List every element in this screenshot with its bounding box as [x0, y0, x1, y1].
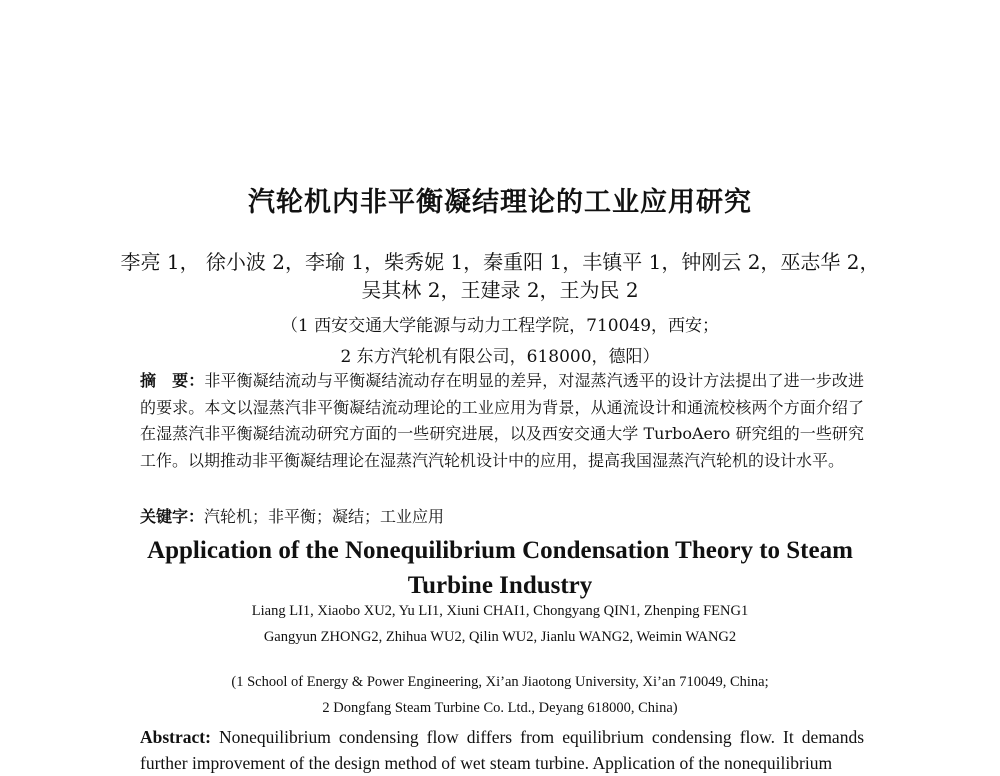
- chinese-keywords-label: 关键字：: [140, 507, 205, 526]
- chinese-affiliation-line-1: （1 西安交通大学能源与动力工程学院，710049，西安；: [280, 316, 720, 336]
- chinese-abstract-label: 摘 要：: [140, 371, 205, 390]
- english-abstract-text: Nonequilibrium condensing flow differs from equilibrium condensing flow. It demands further improvement of the design method of wet steam turbine. Application of the nonequilibrium: [140, 727, 865, 773]
- chinese-abstract: [140, 368, 864, 474]
- chinese-authors-line-1: 李亮 1， 徐小波 2，李瑜 1，柴秀妮 1，秦重阳 1，丰镇平 1，钟刚云 2，巫志华 2，: [120, 250, 880, 274]
- english-title: Application of the Nonequilibrium Condensation Theory to Steam Turbine Industry: [147, 537, 853, 599]
- english-affiliation-line-2: 2 Dongfang Steam Turbine Co. Ltd., Deyang 618000, China): [322, 700, 678, 716]
- english-abstract: [140, 724, 864, 776]
- english-authors-line-2: Gangyun ZHONG2, Zhihua WU2, Qilin WU2, Jianlu WANG2, Weimin WANG2: [263, 629, 737, 645]
- chinese-abstract-text: 非平衡凝结流动与平衡凝结流动存在明显的差异，对湿蒸汽透平的设计方法提出了进一步改进的要求。本文以湿蒸汽非平衡凝结流动理论的工业应用为背景，从通流设计和通流校核两个方面介绍了在湿蒸汽非平衡凝结流动研究方面的一些研究进展，以及西安交通大学 TurboAero 研究组的一些研究工作。以期推动非平衡凝结理论在湿蒸汽汽轮机设计中的应用，提高我国湿蒸汽汽轮机的设计水平。: [140, 371, 864, 470]
- chinese-keywords-text: 汽轮机；非平衡；凝结；工业应用: [204, 507, 445, 526]
- english-affiliation-line-1: (1 School of Energy & Power Engineering, Xi’an Jiaotong University, Xi’an 710049, China;: [231, 674, 769, 690]
- english-abstract-label: Abstract:: [140, 727, 211, 747]
- chinese-title: 汽轮机内非平衡凝结理论的工业应用研究: [248, 187, 752, 218]
- english-authors-line-1: Liang LI1, Xiaobo XU2, Yu LI1, Xiuni CHAI1, Chongyang QIN1, Zhenping FENG1: [251, 603, 749, 619]
- chinese-authors-line-2: 吴其林 2，王建录 2，王为民 2: [361, 278, 639, 302]
- chinese-affiliation-line-2: 2 东方汽轮机有限公司，618000，德阳）: [340, 347, 660, 367]
- chinese-keywords: [140, 504, 864, 527]
